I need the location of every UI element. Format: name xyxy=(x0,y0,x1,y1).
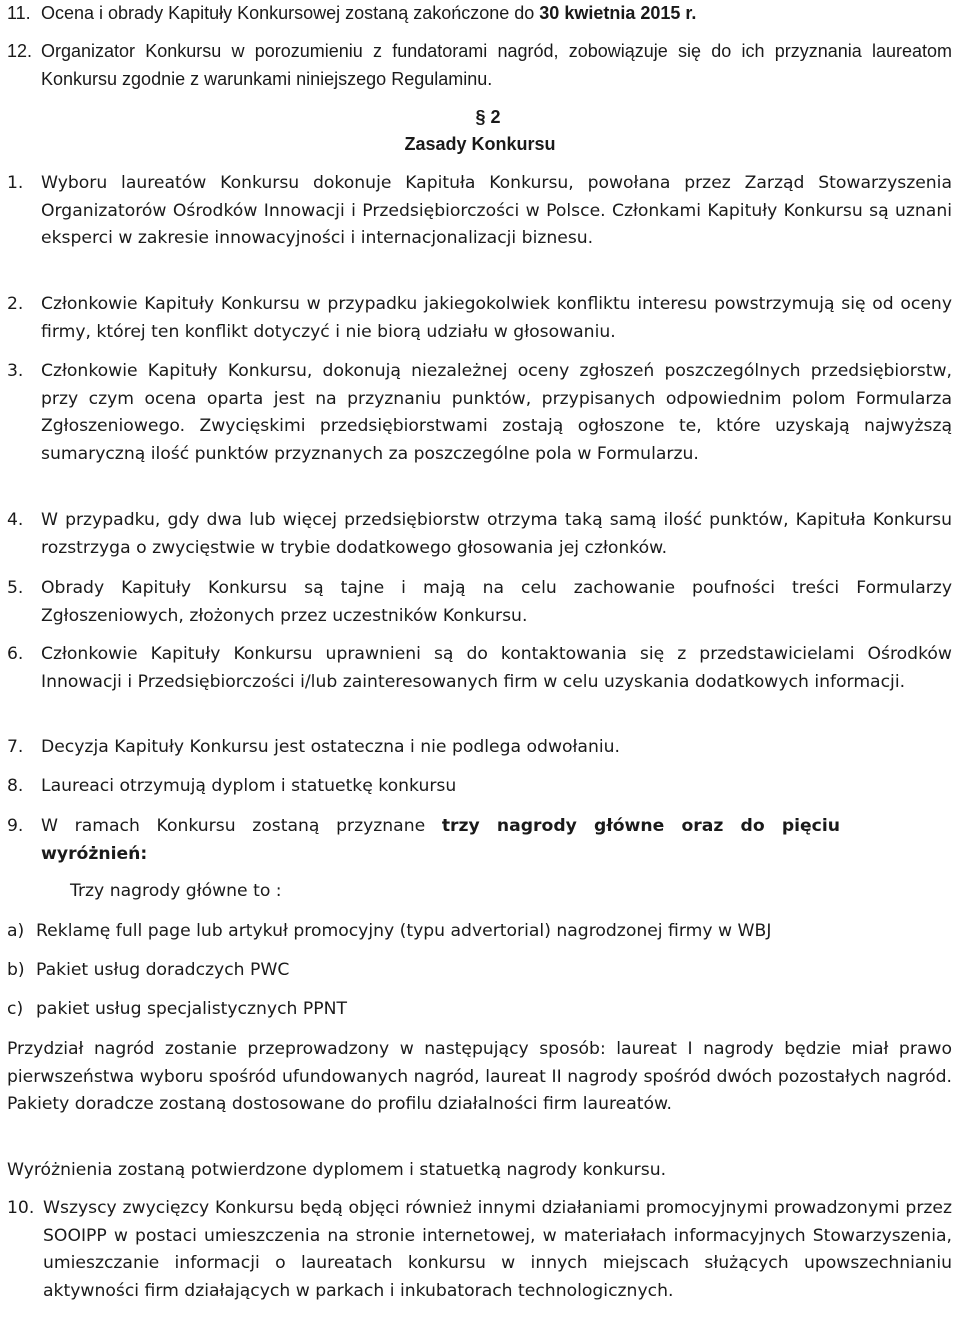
item-number: 10. xyxy=(7,1198,35,1218)
item-number: 4. xyxy=(7,510,24,530)
prize-item-a xyxy=(7,918,952,946)
item-text: Wszyscy zwycięzcy Konkursu będą objęci również innymi działaniami promocyjnymi prowadzonymi przez SOOIPP w postaci umieszczenia na stronie internetowej, w materiałach informacyjnych Stowarzyszenia, umieszczanie informacji o laureatach konkursu w innych miejscach służących upowszechnianiu aktywności firm działających w parkach i inkubatorach technologicznych. xyxy=(43,1198,952,1301)
item-text: Organizator Konkursu w porozumieniu z fundatorami nagród, zobowiązuje się do ich przyznania laureatom Konkursu zgodnie z warunkami niniejszego Regulaminu. xyxy=(41,41,952,89)
item-text: Członkowie Kapituły Konkursu w przypadku jakiegokolwiek konfliktu interesu powstrzymują się od oceny firmy, której ten konflikt dotyczyć i nie biorą udziału w głosowaniu. xyxy=(41,294,952,342)
item-letter: c) xyxy=(7,999,24,1019)
list-item-10 xyxy=(7,1195,952,1305)
list-item-3 xyxy=(7,358,952,468)
prizes-highlight: trzy nagrody główne oraz do pięciu wyróżnień: xyxy=(41,816,840,864)
list-item-9 xyxy=(7,813,840,868)
distinctions-paragraph: Wyróżnienia zostaną potwierdzone dyplomem i statuetką nagrody konkursu. xyxy=(7,1160,667,1180)
item-letter: b) xyxy=(7,960,25,980)
item-text: Decyzja Kapituły Konkursu jest ostateczna i nie podlega odwołaniu. xyxy=(41,737,620,757)
item-text: Członkowie Kapituły Konkursu uprawnieni są do kontaktowania się z przedstawicielami Ośrodków Innowacji i Przedsiębiorczości i/lub zainteresowanych firm w celu uzyskania dodatkowych informacji. xyxy=(41,644,952,692)
item-text: pakiet usług specjalistycznych PPNT xyxy=(36,999,347,1019)
item-text: Członkowie Kapituły Konkursu, dokonują niezależnej oceny zgłoszeń poszczególnych przedsiębiorstw, przy czym ocena oparta jest na przyznaniu punktów, przypisanych odpowiednim polom Formularza Zgłoszeniowego. Zwycięskimi przedsiębiorstwami zostają ogłoszone te, które uzyskają najwyższą sumaryczną ilość punktów przyznanych za poszczególne pola w Formularzu. xyxy=(41,361,952,464)
item-number: 6. xyxy=(7,644,24,664)
list-item-1 xyxy=(7,170,952,253)
item-number: 11. xyxy=(7,3,31,23)
list-item-12 xyxy=(7,37,952,93)
item-number: 7. xyxy=(7,737,24,757)
list-item-6 xyxy=(7,641,952,696)
prizes-intro: Trzy nagrody główne to : xyxy=(70,881,282,901)
item-number: 12. xyxy=(7,41,33,61)
item-text: Obrady Kapituły Konkursu są tajne i mają na celu zachowanie poufności treści Formularzy Zgłoszeniowych, złożonych przez uczestników Konkursu. xyxy=(41,578,952,626)
list-item-5 xyxy=(7,575,952,630)
prize-item-b xyxy=(7,957,952,985)
list-item-7 xyxy=(7,734,952,762)
item-number: 2. xyxy=(7,294,24,314)
deadline-date: 30 kwietnia 2015 r. xyxy=(539,3,697,23)
list-item-2 xyxy=(7,291,952,346)
item-text: Pakiet usług doradczych PWC xyxy=(36,960,290,980)
item-text: Reklamę full page lub artykuł promocyjny (typu advertorial) nagrodzonej firmy w WBJ xyxy=(36,921,772,941)
allocation-paragraph: Przydział nagród zostanie przeprowadzony w następujący sposób: laureat I nagrody będzie miał prawo pierwszeństwa wyboru spośród ufundowanych nagród, laureat II nagrody spośród dwóch pozostałych nagród. Pakiety doradcze zostaną dostosowane do profilu działalności firm laureatów. xyxy=(7,1039,952,1114)
item-letter: a) xyxy=(7,921,25,941)
list-item-4 xyxy=(7,507,952,562)
item-number: 3. xyxy=(7,361,24,381)
item-text: W przypadku, gdy dwa lub więcej przedsiębiorstw otrzyma taką samą ilość punktów, Kapituła Konkursu rozstrzyga o zwycięstwie w trybie dodatkowego głosowania jej członków. xyxy=(41,510,952,558)
item-number: 1. xyxy=(7,173,24,193)
item-text: Wyboru laureatów Konkursu dokonuje Kapituła Konkursu, powołana przez Zarząd Stowarzyszenia Organizatorów Ośrodków Innowacji i Przedsiębiorczości w Polsce. Członkami Kapituły Konkursu są uznani eksperci w zakresie innowacyjności i internacjonalizacji biznesu. xyxy=(41,173,952,248)
prize-item-c xyxy=(7,996,952,1024)
item-number: 8. xyxy=(7,776,24,796)
item-text: Laureaci otrzymują dyplom i statuetkę konkursu xyxy=(41,776,457,796)
item-text: W ramach Konkursu zostaną przyznane xyxy=(41,816,442,836)
section-title: Zasady Konkursu xyxy=(404,134,556,154)
list-item-11 xyxy=(7,0,952,28)
section-mark: § 2 xyxy=(475,107,501,127)
item-number: 5. xyxy=(7,578,24,598)
item-number: 9. xyxy=(7,816,24,836)
list-item-8 xyxy=(7,773,952,801)
item-text: Ocena i obrady Kapituły Konkursowej zostaną zakończone do xyxy=(41,3,540,23)
